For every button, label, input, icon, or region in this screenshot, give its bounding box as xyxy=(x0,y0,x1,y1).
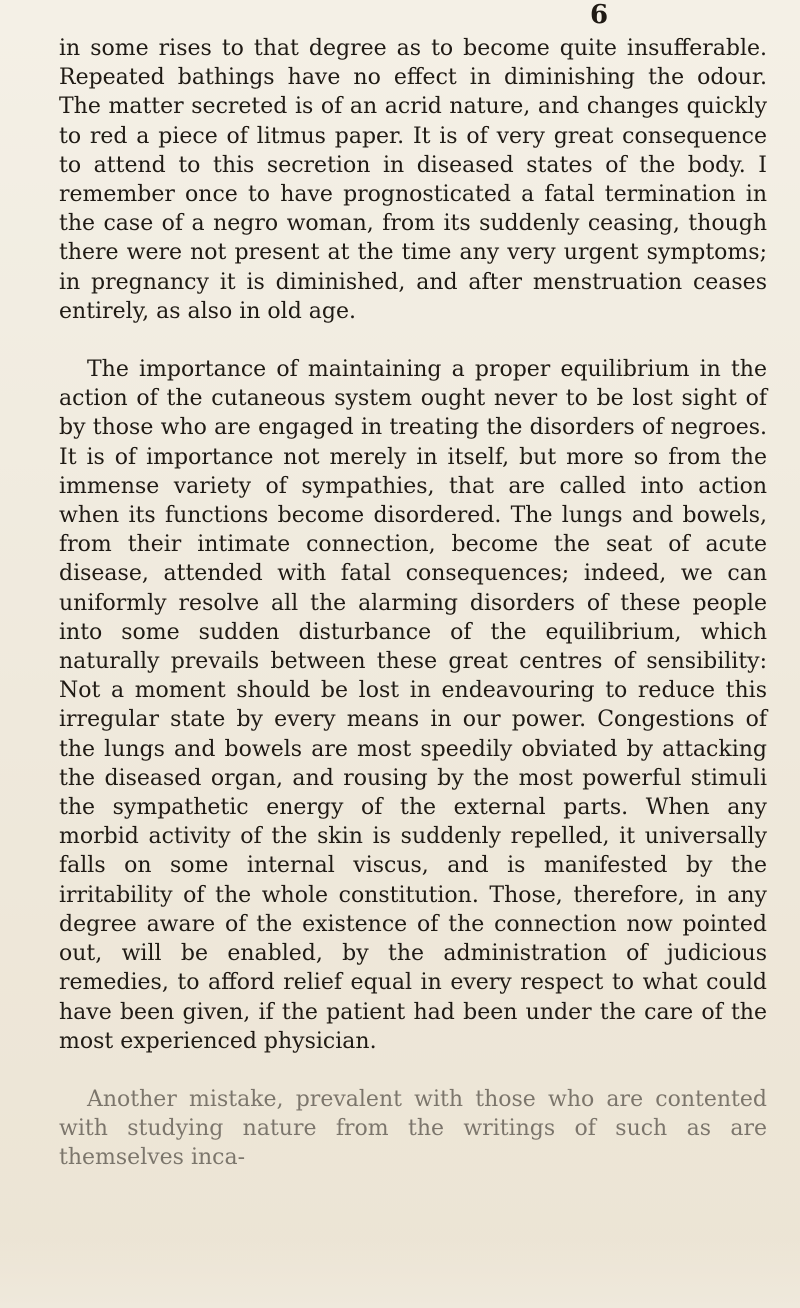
paragraph-3: Another mistake, prevalent with those who are contented with studying nature from the writings of such as are themselves inca- xyxy=(59,1086,767,1171)
body-text xyxy=(59,34,767,1173)
paragraph-1: in some rises to that degree as to become quite insufferable. Repeated bathings have no effect in diminishing the odour. The matter secreted is of an acrid nature, and changes quickly to red a piece of litmus paper. It is of very great consequence to attend to this secretion in diseased states of the body. I remember once to have prognosticated a fatal termination in the case of a negro woman, from its suddenly ceasing, though there were not present at the time any very urgent symptoms; in pregnancy it is diminished, and after menstruation ceases entirely, as also in old age. xyxy=(59,36,767,324)
page-number: 6 xyxy=(590,0,609,30)
page-bottom-fade xyxy=(0,1240,800,1308)
paragraph-2: The importance of maintaining a proper equilibrium in the action of the cutaneous system ought never to be lost sight of by those who are engaged in treating the disorders of negroes. It is of importance not merely in itself, but more so from the immense variety of sympathies, that are called into action when its functions become disordered. The lungs and bowels, from their intimate connection, become the seat of acute disease, attended with fatal consequences; indeed, we can uniformly resolve all the alarming disorders of these people into some sudden disturbance of the equilibrium, which naturally prevails between these great centres of sensibility: Not a moment should be lost in endeavouring to reduce this irregular state by every means in our power. Congestions of the lungs and bowels are most speedily obviated by attacking the diseased organ, and rousing by the most powerful stimuli the sympathetic energy of the external parts. When any morbid activity of the skin is suddenly repelled, it universally falls on some internal viscus, and is manifested by the irritability of the whole constitution. Those, therefore, in any degree aware of the existence of the connection now pointed out, will be enabled, by the administration of judicious remedies, to afford relief equal in every respect to what could have been given, if the patient had been under the care of the most experienced physician. xyxy=(59,357,767,1054)
